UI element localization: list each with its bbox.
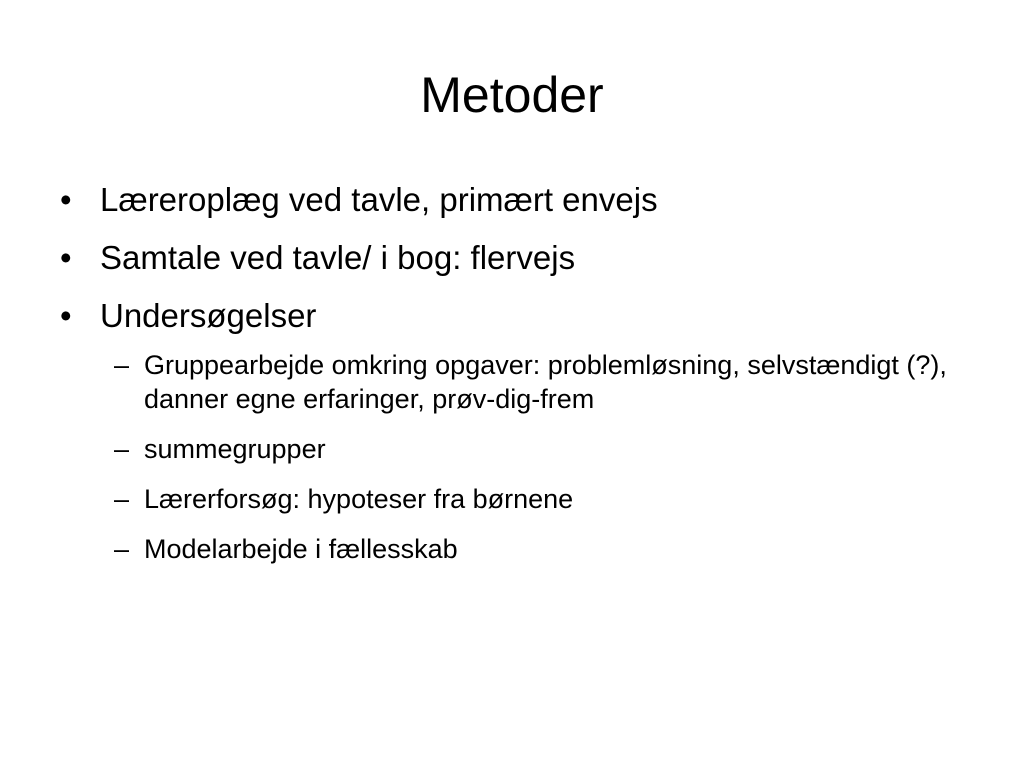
bullet-item bbox=[58, 238, 978, 278]
sub-bullet-marker: – bbox=[114, 350, 130, 380]
sub-bullet-item bbox=[58, 532, 1004, 566]
sub-bullet-marker: – bbox=[114, 534, 130, 564]
sub-bullet-marker: – bbox=[114, 484, 130, 514]
bullet-text: Undersøgelser bbox=[100, 297, 317, 334]
bullet-item bbox=[58, 296, 978, 336]
sub-bullet-item bbox=[58, 432, 1004, 466]
bullet-item bbox=[58, 180, 978, 220]
bullet-marker: • bbox=[60, 239, 72, 276]
bullet-text: Læreroplæg ved tavle, primært envejs bbox=[100, 181, 658, 218]
sub-bullet-item bbox=[58, 348, 1004, 416]
slide-title: Metoder bbox=[420, 67, 604, 123]
slide-body bbox=[58, 180, 978, 582]
sub-bullet-item bbox=[58, 482, 1004, 516]
bullet-marker: • bbox=[60, 181, 72, 218]
sub-bullet-marker: – bbox=[114, 434, 130, 464]
bullet-text: Samtale ved tavle/ i bog: flervejs bbox=[100, 239, 576, 276]
sub-bullet-text: Modelarbejde i fællesskab bbox=[144, 534, 458, 564]
bullet-marker: • bbox=[60, 297, 72, 334]
sub-bullet-text: Lærerforsøg: hypoteser fra børnene bbox=[144, 484, 574, 514]
sub-bullet-text: Gruppearbejde omkring opgaver: problemløsning, selvstændigt (?), danner egne erfaringer, prøv-dig-frem bbox=[144, 350, 947, 414]
sub-bullet-text: summegrupper bbox=[144, 434, 326, 464]
